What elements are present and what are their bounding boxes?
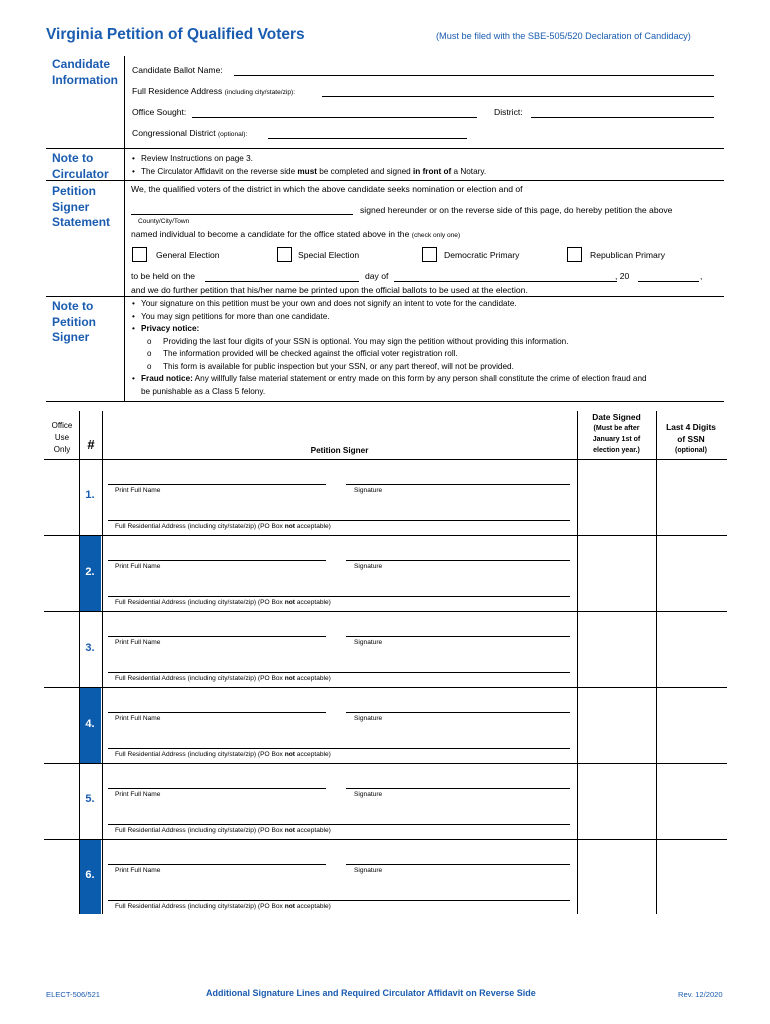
page-subtitle: (Must be filed with the SBE-505/520 Declaration of Candidacy) (436, 31, 691, 41)
row-divider (44, 763, 727, 764)
statement-line5: and we do further petition that his/her name be printed upon the official ballots to be used at the election. (131, 285, 528, 295)
signature-field[interactable] (346, 560, 570, 561)
candidate-section-title: Candidate Information (52, 57, 118, 87)
list-item: o This form is available for public inspection but your SSN, or any part thereof, will not be provided. (129, 361, 724, 373)
note-circulator-title: Note to Circulator (52, 151, 109, 181)
republican-primary-checkbox[interactable] (567, 247, 582, 262)
row-number: 4. (85, 718, 95, 730)
general-election-label: General Election (156, 250, 220, 260)
signature-label: Signature (354, 791, 383, 798)
address-field[interactable] (108, 900, 570, 901)
signature-field[interactable] (346, 484, 570, 485)
day-of-label: day of (365, 271, 389, 281)
residence-field[interactable] (322, 96, 714, 97)
county-field[interactable] (131, 214, 353, 215)
congressional-label: Congressional District (optional): (132, 128, 248, 138)
district-field[interactable] (531, 117, 714, 118)
signature-field[interactable] (346, 712, 570, 713)
list-item: • The Circulator Affidavit on the reverse side must be completed and signed in front of a Notary. (129, 166, 719, 179)
signer-header: Petition Signer (310, 446, 369, 455)
signature-field[interactable] (346, 636, 570, 637)
signature-label: Signature (354, 867, 383, 874)
address-label: Full Residential Address (including city/state/zip) (PO Box not acceptable) (115, 523, 331, 530)
row-divider (44, 687, 727, 688)
signature-label: Signature (354, 715, 383, 722)
print-name-label: Print Full Name (115, 867, 161, 874)
print-name-field[interactable] (108, 788, 326, 789)
special-election-checkbox[interactable] (277, 247, 292, 262)
circulator-notes (129, 153, 719, 178)
print-name-field[interactable] (108, 864, 326, 865)
ssn-header: Last 4 Digits of SSN (optional) (666, 422, 716, 454)
row-number: 2. (85, 566, 95, 578)
special-election-label: Special Election (298, 250, 360, 260)
print-name-label: Print Full Name (115, 715, 161, 722)
address-field[interactable] (108, 520, 570, 521)
list-item: o The information provided will be checked against the official voter registration roll. (129, 348, 724, 360)
signer-notes (129, 298, 724, 398)
form-id: ELECT-506/521 (46, 990, 101, 999)
democratic-primary-label: Democratic Primary (444, 250, 520, 260)
address-field[interactable] (108, 748, 570, 749)
number-header: # (87, 437, 95, 452)
section-divider (124, 56, 125, 401)
address-label: Full Residential Address (including city/state/zip) (PO Box not acceptable) (115, 751, 331, 758)
ballot-name-field[interactable] (234, 75, 714, 76)
list-item: • Privacy notice: (129, 323, 724, 336)
statement-line1: We, the qualified voters of the district in which the above candidate seeks nomination or election and of (131, 184, 523, 194)
address-field[interactable] (108, 672, 570, 673)
list-item: o Providing the last four digits of your SSN is optional. You may sign the petition without providing this information. (129, 336, 724, 348)
residence-label: Full Residence Address (including city/state/zip): (132, 86, 296, 96)
congressional-field[interactable] (268, 138, 467, 139)
signature-field[interactable] (346, 788, 570, 789)
print-name-field[interactable] (108, 560, 326, 561)
address-label: Full Residential Address (including city/state/zip) (PO Box not acceptable) (115, 599, 331, 606)
divider (46, 180, 724, 181)
print-name-field[interactable] (108, 712, 326, 713)
row-divider (44, 459, 727, 460)
address-label: Full Residential Address (including city/state/zip) (PO Box not acceptable) (115, 675, 331, 682)
ballot-name-label: Candidate Ballot Name: (132, 65, 223, 75)
democratic-primary-checkbox[interactable] (422, 247, 437, 262)
list-item: • You may sign petitions for more than one candidate. (129, 311, 724, 324)
date-header: Date Signed (Must be after January 1st of election year.) (592, 412, 641, 454)
row-number: 6. (85, 869, 95, 881)
district-label: District: (494, 107, 523, 117)
note-signer-title: Note to Petition Signer (52, 299, 96, 344)
republican-primary-label: Republican Primary (590, 250, 665, 260)
year-prefix: , 20 (615, 271, 630, 281)
office-sought-field[interactable] (192, 117, 477, 118)
page-title: Virginia Petition of Qualified Voters (46, 26, 305, 43)
row-number: 3. (85, 642, 95, 654)
year-suffix: , (700, 271, 703, 281)
address-label: Full Residential Address (including city/state/zip) (PO Box not acceptable) (115, 903, 331, 910)
signature-label: Signature (354, 563, 383, 570)
statement-line2: signed hereunder or on the reverse side of this page, do hereby petition the above (360, 205, 673, 215)
row-number: 5. (85, 793, 95, 805)
print-name-label: Print Full Name (115, 563, 161, 570)
address-field[interactable] (108, 596, 570, 597)
office-sought-label: Office Sought: (132, 107, 187, 117)
address-field[interactable] (108, 824, 570, 825)
row-divider (44, 839, 727, 840)
print-name-label: Print Full Name (115, 791, 161, 798)
month-field[interactable] (394, 281, 617, 282)
print-name-label: Print Full Name (115, 487, 161, 494)
year-field[interactable] (638, 281, 699, 282)
office-use-header: Office Use Only (51, 421, 73, 454)
signature-label: Signature (354, 487, 383, 494)
divider (46, 148, 724, 149)
signature-field[interactable] (346, 864, 570, 865)
list-item: • Review Instructions on page 3. (129, 153, 719, 166)
row-number: 1. (85, 489, 95, 501)
row-divider (44, 535, 727, 536)
divider (46, 401, 724, 402)
held-on-label: to be held on the (131, 271, 196, 281)
signature-label: Signature (354, 639, 383, 646)
county-label: County/City/Town (138, 218, 190, 225)
general-election-checkbox[interactable] (132, 247, 147, 262)
list-item: • Fraud notice: Any willfully false material statement or entry made on this form by any person shall constitute the crime of election fraud and be punishable as a Class 5 felony. (129, 373, 724, 398)
list-item: • Your signature on this petition must be your own and does not signify an intent to vote for the candidate. (129, 298, 724, 311)
address-label: Full Residential Address (including city/state/zip) (PO Box not acceptable) (115, 827, 331, 834)
row-divider (44, 611, 727, 612)
print-name-field[interactable] (108, 484, 326, 485)
footer-note: Additional Signature Lines and Required Circulator Affidavit on Reverse Side (206, 988, 536, 998)
divider (46, 296, 724, 297)
print-name-label: Print Full Name (115, 639, 161, 646)
statement-line3: named individual to become a candidate for the office stated above in the (check only one) (131, 229, 461, 239)
print-name-field[interactable] (108, 636, 326, 637)
day-field[interactable] (205, 281, 359, 282)
revision-date: Rev. 12/2020 (678, 990, 723, 999)
statement-section-title: Petition Signer Statement (52, 184, 111, 229)
